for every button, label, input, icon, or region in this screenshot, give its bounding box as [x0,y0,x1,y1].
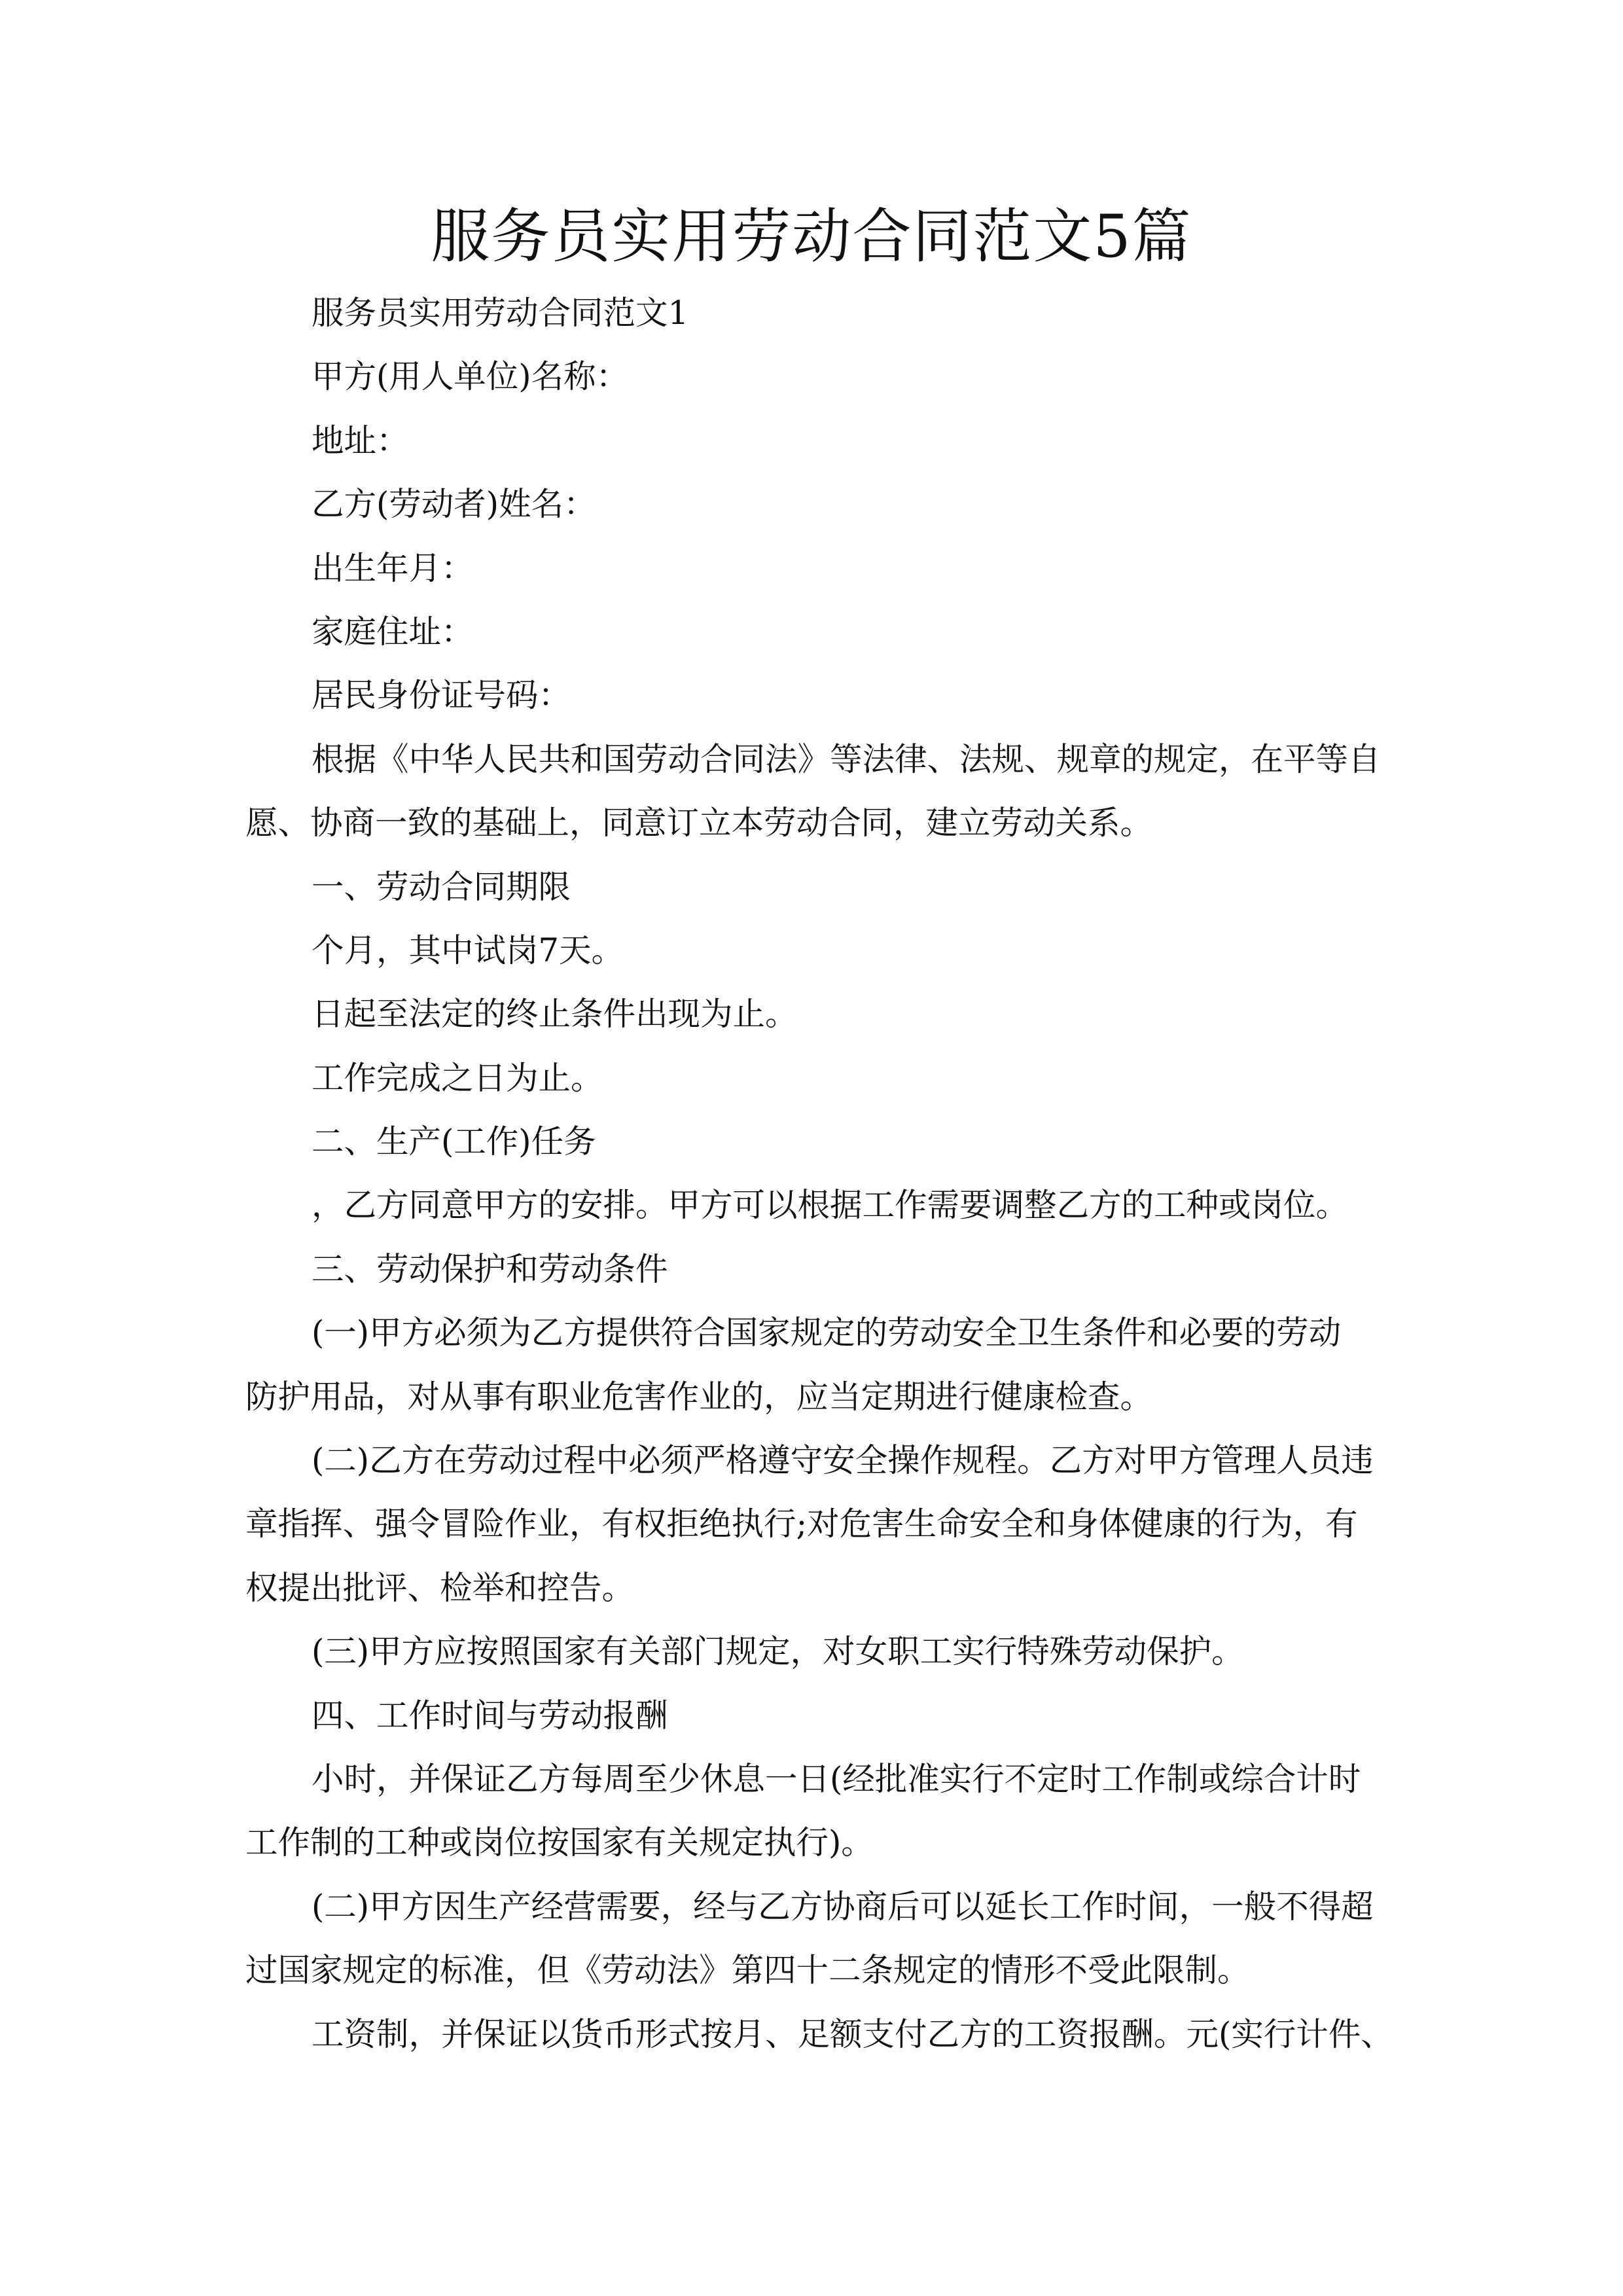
paragraph-line: 甲方(用人单位)名称： [312,357,629,396]
paragraph [245,1748,1397,1875]
paragraph-line: 工资制，并保证以货币形式按月、足额支付乙方的工资报酬。元(实行计件、 [312,2015,1393,2053]
document-title: 服务员实用劳动合同范文5篇 [431,202,1192,271]
paragraph-line: ，乙方同意甲方的安排。甲方可以根据工作需要调整乙方的工种或岗位。 [312,1186,1348,1225]
paragraph-line: 权提出批评、检举和控告。 [245,1568,634,1607]
paragraph [245,1174,1397,1237]
paragraph [245,1620,1397,1683]
paragraph-line: 个月，其中试岗7天。 [312,931,624,969]
paragraph-line: 三、劳动保护和劳动条件 [312,1249,668,1288]
paragraph-line: 工作制的工种或岗位按国家有关规定执行)。 [245,1823,874,1862]
paragraph-line: 防护用品，对从事有职业危害作业的，应当定期进行健康检查。 [245,1377,1152,1416]
paragraph-line: (二)甲方因生产经营需要，经与乙方协商后可以延长工作时间，一般不得超 [312,1887,1374,1926]
paragraph [245,919,1397,982]
paragraph [245,281,1397,345]
paragraph [245,409,1397,473]
paragraph-line: 家庭住址： [312,612,474,651]
paragraph-line: 四、工作时间与劳动报酬 [312,1696,668,1734]
paragraph-line: 服务员实用劳动合同范文1 [312,294,688,332]
paragraph [245,855,1397,919]
paragraph [245,473,1397,536]
paragraph-line: 乙方(劳动者)姓名： [312,485,596,524]
paragraph [245,2003,1397,2066]
paragraph-line: (一)甲方必须为乙方提供符合国家规定的劳动安全卫生条件和必要的劳动 [312,1314,1342,1352]
paragraph-line: (二)乙方在劳动过程中必须严格遵守安全操作规程。乙方对甲方管理人员违 [312,1441,1374,1480]
paragraph-line: 地址： [312,421,409,459]
paragraph-line: 一、劳动合同期限 [312,867,571,906]
paragraph [245,1110,1397,1174]
paragraph-line: 居民身份证号码： [312,676,571,715]
paragraph-line: 出生年月： [312,548,474,587]
paragraph-line: 章指挥、强令冒险作业，有权拒绝执行;对危害生命安全和身体健康的行为，有 [245,1505,1358,1543]
paragraph [245,537,1397,600]
paragraph [245,1429,1397,1620]
paragraph-line: (三)甲方应按照国家有关部门规定，对女职工实行特殊劳动保护。 [312,1632,1244,1671]
paragraph [245,600,1397,664]
paragraph-line: 过国家规定的标准，但《劳动法》第四十二条规定的情形不受此限制。 [245,1951,1250,1990]
paragraph [245,1047,1397,1110]
paragraph [245,664,1397,727]
paragraph [245,1301,1397,1429]
paragraph [245,728,1397,855]
paragraph [245,982,1397,1046]
paragraph-line: 小时，并保证乙方每周至少休息一日(经批准实行不定时工作制或综合计时 [312,1759,1361,1798]
paragraph-line: 根据《中华人民共和国劳动合同法》等法律、法规、规章的规定，在平等自 [312,740,1381,778]
paragraph [245,1238,1397,1301]
paragraph-line: 日起至法定的终止条件出现为止。 [312,995,798,1033]
paragraph [245,1684,1397,1748]
paragraph-line: 工作完成之日为止。 [312,1058,603,1097]
paragraph [245,1875,1397,2003]
document-body [245,281,1397,2066]
paragraph [245,345,1397,408]
paragraph-line: 愿、协商一致的基础上，同意订立本劳动合同，建立劳动关系。 [245,804,1152,842]
paragraph-line: 二、生产(工作)任务 [312,1122,596,1161]
